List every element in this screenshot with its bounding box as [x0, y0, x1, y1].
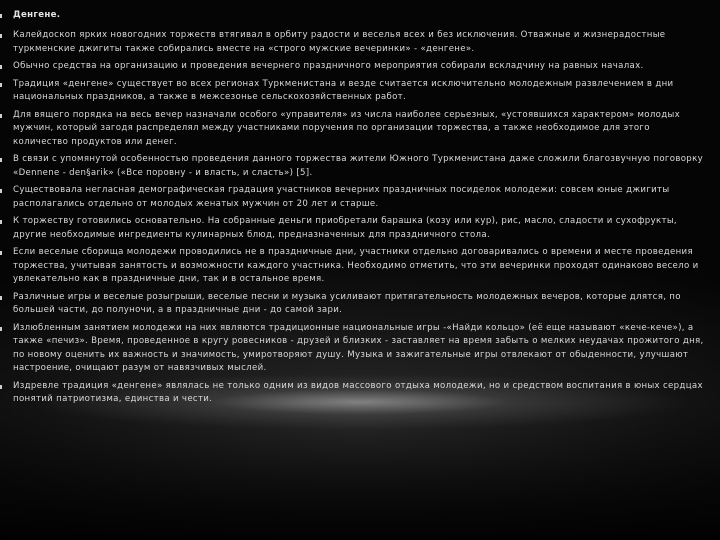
bullet-text: К торжеству готовились основательно. На собранные деньги приобретали барашка (козу или кур), рис, масло, сладости и сухофрукты, другие необходимые ингредиенты кулинарных блюд, предназначенных для праздничного стола. [13, 216, 677, 240]
bullet-item-heading [0, 9, 705, 22]
bullet-marker [0, 189, 2, 193]
bullet-marker [0, 385, 2, 389]
bullet-text: Различные игры и веселые розыгрыши, веселые песни и музыка усиливают притягательность молодежных вечеров, которые длятся, по большей части, до полуночи, а в праздничные дни - до самой зари. [13, 291, 681, 316]
bullet-item [0, 291, 705, 318]
bullet-marker [0, 65, 2, 69]
bullet-list [0, 9, 705, 411]
bullet-item [0, 60, 705, 73]
bullet-marker [0, 114, 2, 118]
bullet-item [0, 109, 705, 149]
bullet-marker [0, 220, 2, 224]
bullet-text: Для вящего порядка на весь вечер назначали особого «управителя» из числа наиболее серьезных, «устоявшихся характером» молодых мужчин, который загодя распределял между участниками поручения по организации торжества, а также необходимое для этого количество продуктов или денег. [13, 110, 681, 147]
bullet-text: Если веселые сборища молодежи проводились не в праздничные дни, участники отдельно договаривались о времени и месте проведения торжества, учитывая занятость и возможности каждого участника. Необходимо отметить, что эти вечеринки проходят одинаково весело и увлекательно как в праздничные дни, так и в остальное время. [13, 247, 699, 285]
bullet-text: Денгене. [13, 10, 61, 20]
bullet-item [0, 153, 705, 180]
bullet-text: Обычно средства на организацию и проведения вечернего праздничного мероприятия собирали вскладчину на равных началах. [13, 61, 644, 72]
bullet-marker [0, 296, 2, 300]
bullet-text: Существовала негласная демографическая градация участников вечерних праздничных посиделок молодежи: совсем юные джигиты располагались отдельно от молодых женатых мужчин от 20 лет и старше. [13, 185, 670, 209]
bullet-text: Традиция «денгене» существует во всех регионах Туркменистана и везде считается исключительно молодежным развлечением в дни национальных праздников, а также в межсезонье сельскохозяйственных работ. [13, 79, 674, 103]
bullet-item [0, 184, 705, 211]
bullet-item [0, 322, 705, 376]
bullet-item [0, 29, 705, 56]
bullet-item [0, 78, 705, 105]
bullet-text: Калейдоскоп ярких новогодних торжеств втягивал в орбиту радости и веселья всех и без исключения. Отважные и жизнерадостные туркменские джигиты также собирались вместе на «строго мужские вечеринки» - «денгене». [13, 30, 666, 54]
bullet-text: Издревле традиция «денгене» являлась не только одним из видов массового отдыха молодежи, но и средством воспитания в юных сердцах понятий патриотизма, единства и чести. [13, 380, 703, 405]
bullet-text: В связи с упомянутой особенностью проведения данного торжества жители Южного Туркменистана даже сложили благозвучную поговорку «Dennene - den§arik» («Все поровну - и власть, и сласть») [5]. [13, 154, 703, 178]
bullet-item [0, 215, 705, 242]
bullet-marker [0, 14, 2, 18]
bullet-item [0, 380, 705, 407]
bullet-item [0, 246, 705, 286]
bullet-marker [0, 251, 2, 255]
bullet-marker [0, 327, 2, 331]
bullet-marker [0, 34, 2, 38]
bullet-marker [0, 158, 2, 162]
bullet-text: Излюбленным занятием молодежи на них являются традиционные национальные игры -«Найди кольцо» (её еще называют «кече-кече»), а также «печиз». Время, проведенное в кругу ровесников - друзей и близких - заставляет на время забыть о мелких неудачах прожитого дня, по новому оценить их важность и значимость, умиротворяют душу. Музыка и зажигательные игры отвлекают от обыденности, улучшают настроение, очищают разум от навязчивых мыслей. [13, 322, 704, 374]
bullet-marker [0, 83, 2, 87]
